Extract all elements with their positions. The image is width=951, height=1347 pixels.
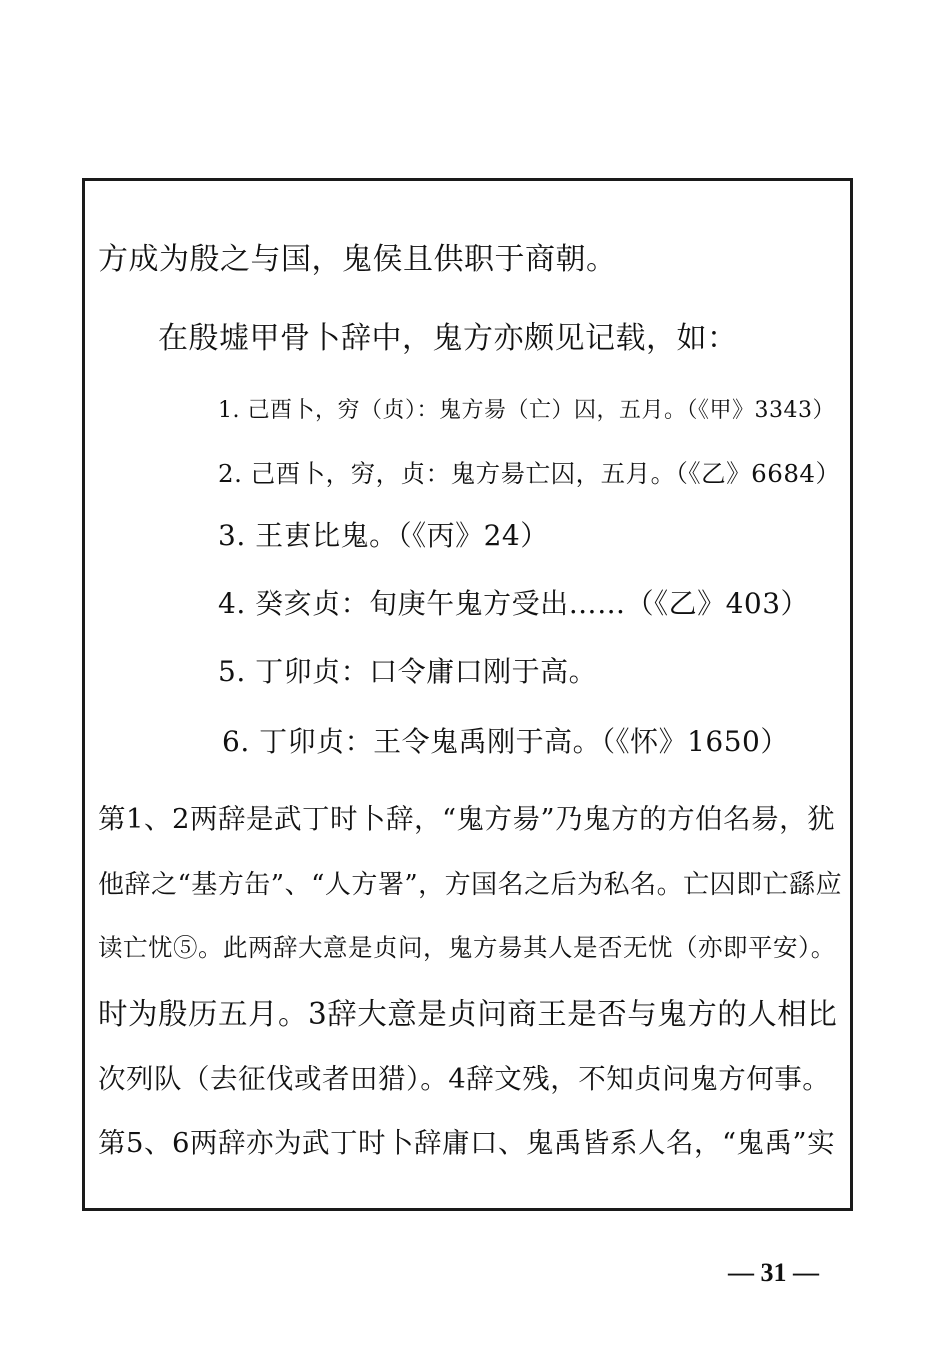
- text-line-10: 他辞之“基方缶”、“人方署”，方国名之后为私名。亡囚即亡繇应: [98, 870, 843, 900]
- page-number: — 31 —: [728, 1258, 819, 1287]
- text-line-9: 第1、2两辞是武丁时卜辞，“鬼方昜”乃鬼方的方伯名昜，犹: [98, 803, 836, 835]
- text-line-11: 读亡忧⑤。此两辞大意是贞问，鬼方昜其人是否无忧（亦即平安）。: [98, 933, 836, 962]
- text-line-13: 次列队（去征伐或者田猎）。4辞文残，不知贞问鬼方何事。: [98, 1063, 831, 1095]
- text-line-2: 在殷墟甲骨卜辞中，鬼方亦颇见记载，如：: [158, 321, 738, 356]
- inscription-5: 5. 丁卯贞：口令庸口刚于高。: [218, 655, 598, 688]
- text-line-12: 时为殷历五月。3辞大意是贞问商王是否与鬼方的人相比: [98, 997, 838, 1031]
- inscription-1: 1. 己酉卜，穷（贞）：鬼方昜（亡）囚，五月。（《甲》3343）: [218, 398, 835, 423]
- inscription-2: 2. 己酉卜，穷，贞：鬼方昜亡囚，五月。（《乙》6684）: [218, 459, 841, 488]
- text-line-14: 第5、6两辞亦为武丁时卜辞庸口、鬼禹皆系人名，“鬼禹”实: [98, 1127, 836, 1159]
- inscription-3: 3. 王叀比鬼。（《丙》24）: [218, 519, 549, 552]
- inscription-6: 6. 丁卯贞：王令鬼禹刚于高。（《怀》1650）: [222, 725, 789, 758]
- inscription-4: 4. 癸亥贞：旬庚午鬼方受出……（《乙》403）: [218, 587, 810, 620]
- text-line-1: 方成为殷之与国，鬼侯且供职于商朝。: [98, 242, 617, 277]
